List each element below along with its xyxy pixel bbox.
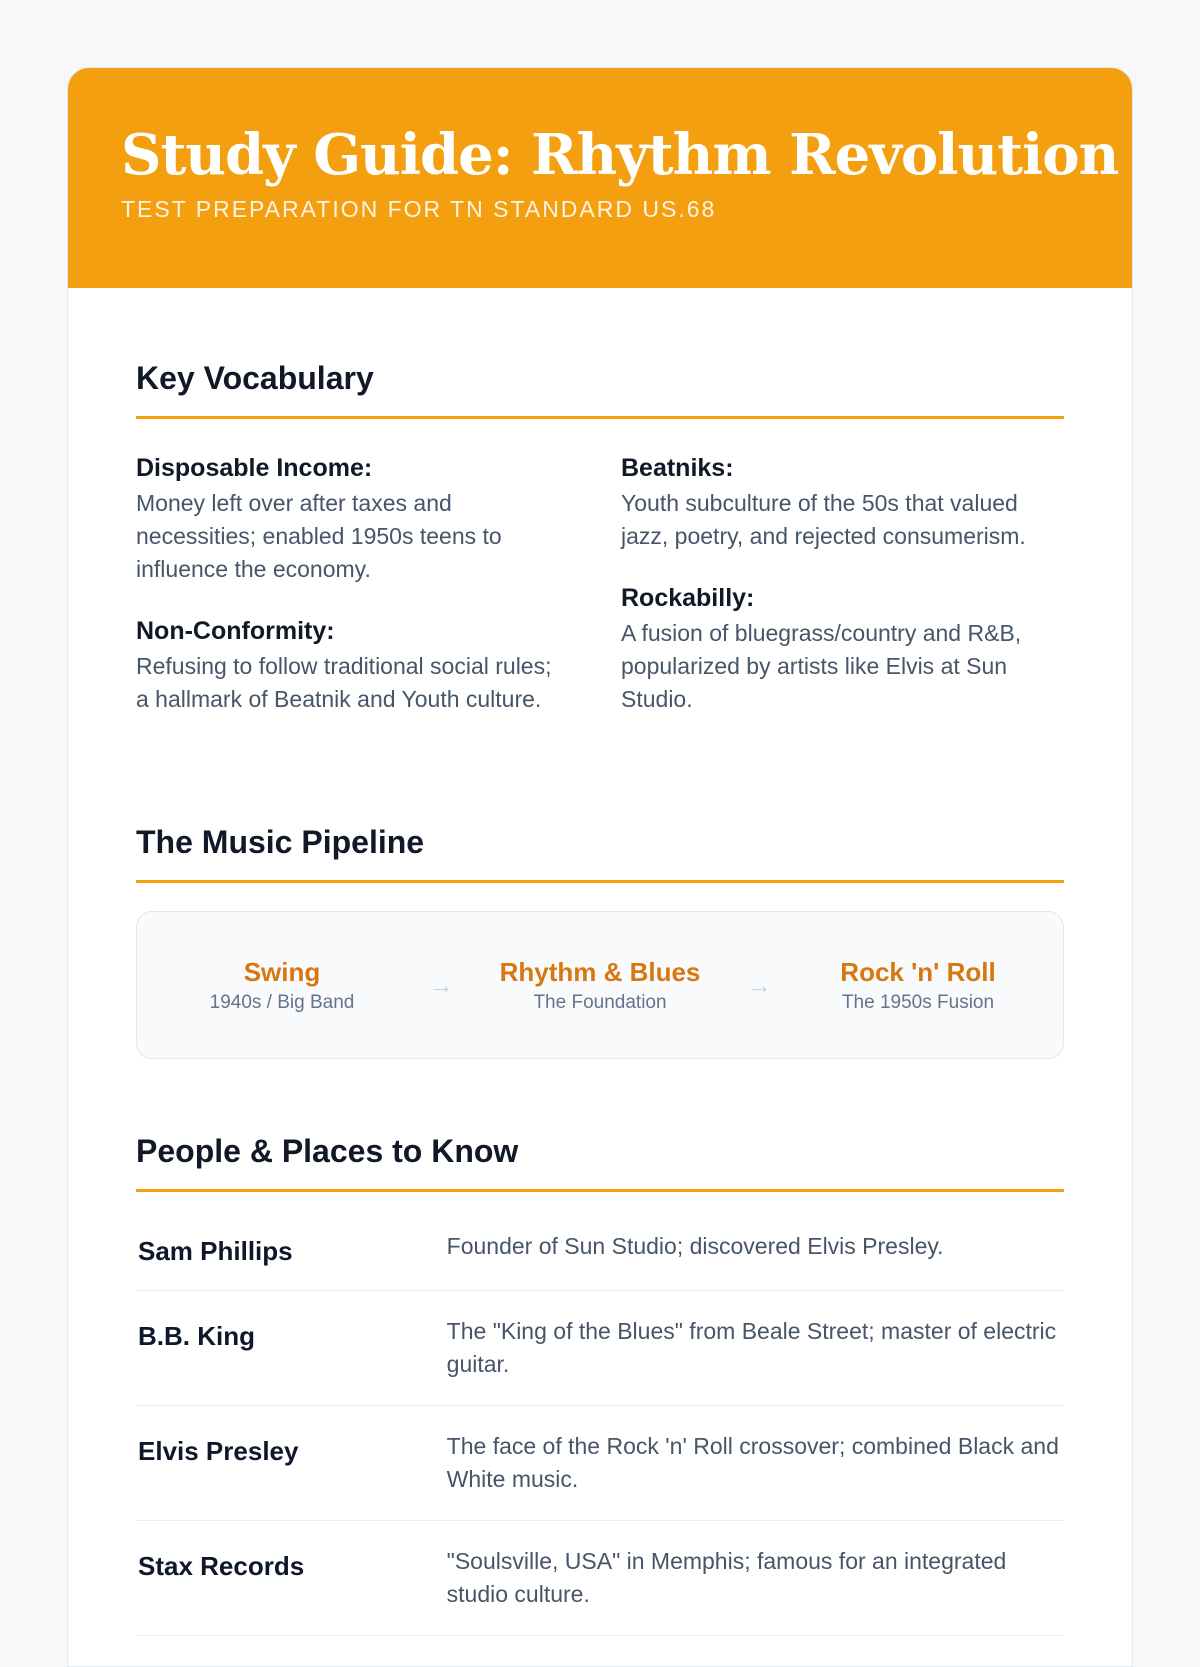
- term-definition: A fusion of bluegrass/country and R&B, popularized by artists like Elvis at Sun Studio.: [621, 620, 1022, 712]
- stage-subtitle: The 1950s Fusion: [841, 992, 995, 1013]
- term-name: Non-Conformity:: [136, 617, 335, 645]
- arrow-right-icon: →: [746, 969, 772, 1000]
- section-title-pipeline: The Music Pipeline: [136, 822, 1064, 883]
- content: [68, 358, 1132, 1636]
- term-definition: Refusing to follow traditional social rules; a hallmark of Beatnik and Youth culture.: [136, 653, 552, 712]
- person-description: The "King of the Blues" from Beale Street; master of electric guitar.: [446, 1318, 1057, 1377]
- term-definition: Money left over after taxes and necessities; enabled 1950s teens to influence the economy.: [136, 490, 502, 582]
- person-description: The face of the Rock 'n' Roll crossover; combined Black and White music.: [446, 1433, 1059, 1492]
- people-places-section: [136, 1131, 1064, 1636]
- person-description: Founder of Sun Studio; discovered Elvis Presley.: [446, 1233, 944, 1259]
- page-subtitle: TEST PREPARATION FOR TN STANDARD US.68: [121, 196, 717, 222]
- study-guide-card: [67, 67, 1133, 1667]
- pipeline-stage-swing: [152, 956, 412, 1014]
- section-title-people: People & Places to Know: [136, 1131, 1064, 1192]
- vocab-term: [621, 583, 1039, 716]
- term-definition: Youth subculture of the 50s that valued jazz, poetry, and rejected consumerism.: [621, 490, 1026, 549]
- vocabulary-column-left: [136, 453, 554, 746]
- person-name: Elvis Presley: [138, 1436, 299, 1466]
- person-name: B.B. King: [138, 1321, 255, 1351]
- term-name: Rockabilly:: [621, 584, 755, 612]
- person-name: Stax Records: [138, 1551, 305, 1581]
- section-title-vocabulary: Key Vocabulary: [136, 358, 1064, 419]
- header-banner: [68, 68, 1132, 288]
- pipeline-box: [136, 911, 1064, 1059]
- arrow-right-icon: →: [428, 969, 454, 1000]
- vocab-term: [621, 453, 1039, 553]
- stage-name: Rhythm & Blues: [499, 957, 701, 987]
- key-vocabulary-section: [136, 358, 1064, 746]
- table-row: [136, 1206, 1064, 1291]
- pipeline-stage-rhythm-blues: [470, 956, 730, 1014]
- stage-name: Rock 'n' Roll: [840, 957, 996, 987]
- page-title: Study Guide: Rhythm Revolution: [121, 122, 1119, 188]
- person-description: "Soulsville, USA" in Memphis; famous for an integrated studio culture.: [446, 1548, 1007, 1607]
- term-name: Beatniks:: [621, 454, 734, 482]
- table-row: [136, 1521, 1064, 1636]
- table-row: [136, 1291, 1064, 1406]
- person-name: Sam Phillips: [138, 1236, 293, 1266]
- music-pipeline-section: [136, 822, 1064, 1059]
- term-name: Disposable Income:: [136, 454, 373, 482]
- table-row: [136, 1406, 1064, 1521]
- stage-subtitle: The Foundation: [533, 992, 667, 1013]
- vocabulary-grid: [136, 453, 1064, 746]
- stage-name: Swing: [243, 957, 321, 987]
- pipeline-stage-rock-n-roll: [788, 956, 1048, 1014]
- vocab-term: [136, 616, 554, 716]
- stage-subtitle: 1940s / Big Band: [209, 992, 355, 1013]
- people-list: [136, 1206, 1064, 1636]
- vocabulary-column-right: [621, 453, 1039, 746]
- vocab-term: [136, 453, 554, 586]
